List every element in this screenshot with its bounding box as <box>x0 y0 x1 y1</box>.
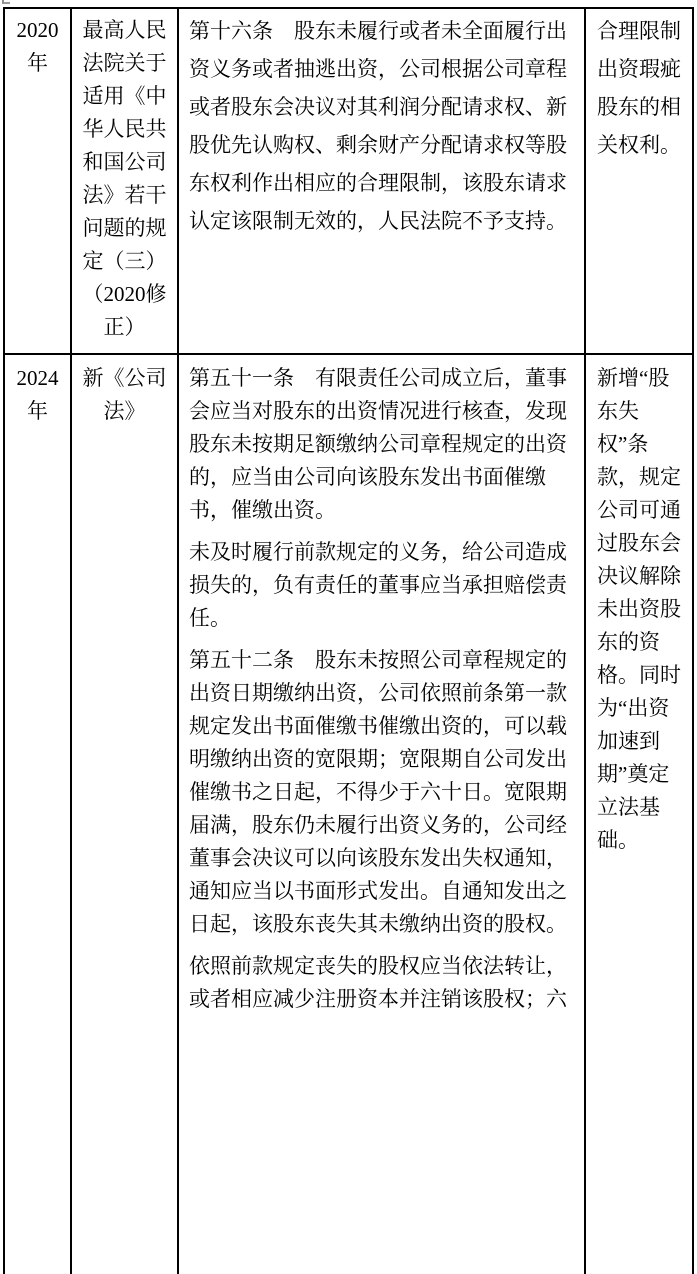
summary-cell: 新增“股东失权”条款，规定公司可通过股东会决议解除未出资股东的资格。同时为“出资加速到期”奠定立法基础。 <box>585 354 693 1274</box>
provision-paragraph: 依照前款规定丧失的股权应当依法转让，或者相应减少注册资本并注销该股权；六 <box>189 954 567 1011</box>
provisions-cell <box>178 354 585 1274</box>
table-row-2024 <box>4 354 693 1274</box>
law-name-cell: 最高人民法院关于适用《中华人民共和国公司法》若干问题的规定（三）（2020修正） <box>71 8 178 354</box>
year-cell: 2020年 <box>4 8 71 354</box>
provisions-cell <box>178 8 585 354</box>
table-row-2020 <box>4 8 693 354</box>
law-comparison-table <box>3 7 694 1274</box>
provision-paragraph: 第五十一条 有限责任公司成立后，董事会应当对股东的出资情况进行核查，发现股东未按期足额缴纳公司章程规定的出资的，应当由公司向该股东发出书面催缴书，催缴出资。 <box>189 366 567 522</box>
provision-paragraph: 第十六条 股东未履行或者未全面履行出资义务或者抽逃出资，公司根据公司章程或者股东会决议对其利润分配请求权、新股优先认购权、剩余财产分配请求权等股东权利作出相应的合理限制，该股东请求认定该限制无效的，人民法院不予支持。 <box>189 19 567 233</box>
provision-paragraph: 第五十二条 股东未按照公司章程规定的出资日期缴纳出资，公司依照前条第一款规定发出书面催缴书催缴出资的，可以载明缴纳出资的宽限期；宽限期自公司发出催缴书之日起，不得少于六十日。宽限期届满，股东仍未履行出资义务的，公司经董事会决议可以向该股东发出失权通知，通知应当以书面形式发出。自通知发出之日起，该股东丧失其未缴纳出资的股权。 <box>189 648 567 936</box>
crop-artifact <box>2 0 10 4</box>
summary-cell: 合理限制出资瑕疵股东的相关权利。 <box>585 8 693 354</box>
year-cell: 2024年 <box>4 354 71 1274</box>
law-name-cell: 新《公司法》 <box>71 354 178 1274</box>
provision-paragraph: 未及时履行前款规定的义务，给公司造成损失的，负有责任的董事应当承担赔偿责任。 <box>189 540 567 630</box>
